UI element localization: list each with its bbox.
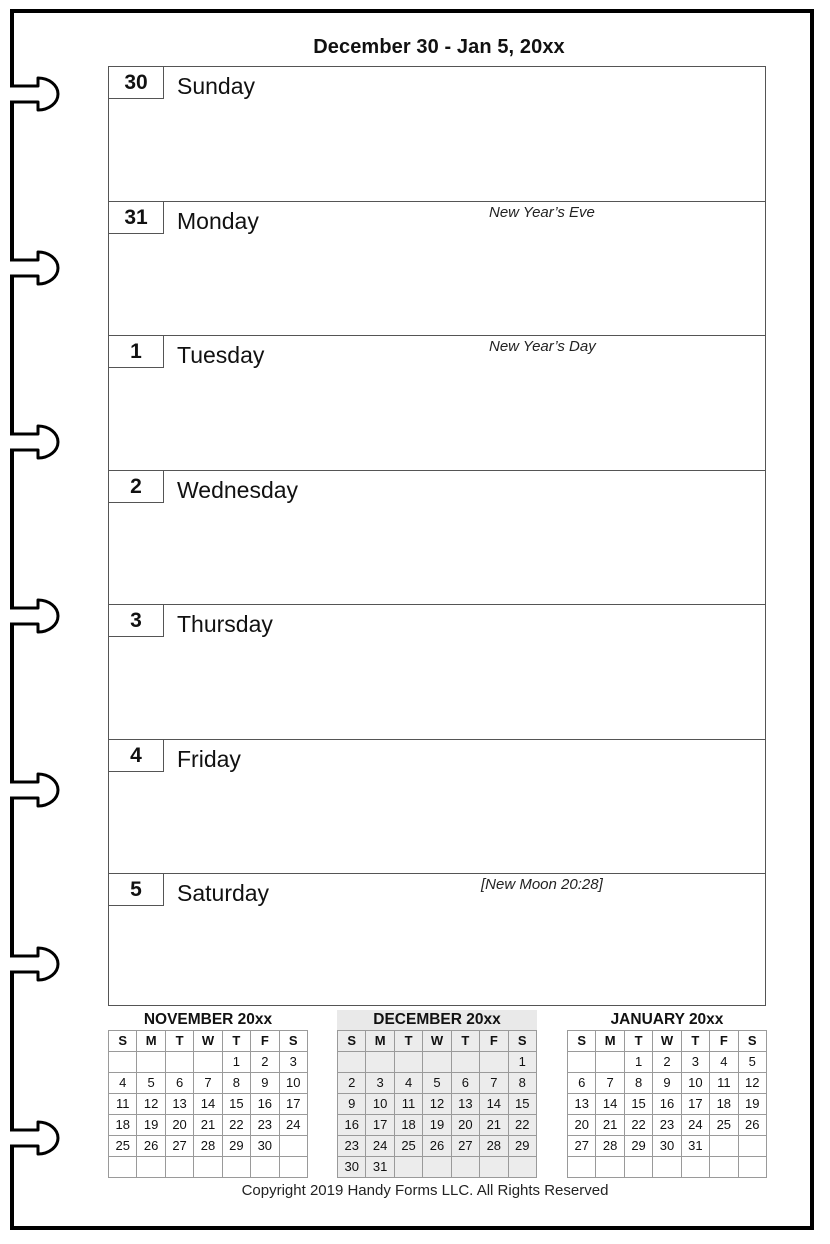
date-cell: 3 (681, 1052, 709, 1073)
week-row (338, 1136, 537, 1157)
weekday-header: M (366, 1031, 394, 1052)
day-block-friday (109, 739, 765, 873)
date-cell: 10 (681, 1073, 709, 1094)
date-cell: 9 (338, 1094, 366, 1115)
date-cell (165, 1157, 193, 1178)
date-cell: 2 (338, 1073, 366, 1094)
week-title: December 30 - Jan 5, 20xx (313, 36, 565, 58)
date-cell (194, 1157, 222, 1178)
date-cell: 8 (222, 1073, 250, 1094)
binder-ring-icon (10, 1116, 66, 1160)
day-note: [New Moon 20:28] (481, 876, 603, 893)
day-block-saturday (109, 873, 765, 1007)
date-cell: 15 (624, 1094, 652, 1115)
date-cell: 4 (710, 1052, 738, 1073)
day-name: Wednesday (177, 477, 299, 503)
date-cell: 15 (508, 1094, 536, 1115)
date-cell: 14 (194, 1094, 222, 1115)
date-cell: 1 (508, 1052, 536, 1073)
date-cell: 8 (624, 1073, 652, 1094)
day-note: New Year’s Day (489, 338, 596, 355)
date-cell (710, 1136, 738, 1157)
week-row (338, 1073, 537, 1094)
mini-calendar-title: DECEMBER 20xx (337, 1010, 537, 1030)
date-cell (194, 1052, 222, 1073)
date-cell: 17 (366, 1115, 394, 1136)
week-row (109, 1136, 308, 1157)
day-number: 1 (109, 336, 164, 368)
date-cell: 18 (109, 1115, 137, 1136)
date-cell: 1 (222, 1052, 250, 1073)
date-cell: 25 (710, 1115, 738, 1136)
weekday-header: W (423, 1031, 451, 1052)
date-cell: 26 (423, 1136, 451, 1157)
date-cell: 5 (738, 1052, 766, 1073)
date-cell: 27 (165, 1136, 193, 1157)
day-number: 31 (109, 202, 164, 234)
date-cell: 20 (568, 1115, 596, 1136)
date-cell: 11 (394, 1094, 422, 1115)
date-cell: 6 (451, 1073, 479, 1094)
date-cell: 7 (194, 1073, 222, 1094)
date-cell (681, 1157, 709, 1178)
date-cell: 24 (279, 1115, 307, 1136)
day-block-monday (109, 201, 765, 335)
mini-calendar-title: NOVEMBER 20xx (143, 1011, 273, 1028)
weekday-header-row (568, 1031, 767, 1052)
day-number: 4 (109, 740, 164, 772)
date-cell (480, 1157, 508, 1178)
weekday-header: F (480, 1031, 508, 1052)
date-cell: 22 (222, 1115, 250, 1136)
day-block-tuesday (109, 335, 765, 469)
date-cell: 11 (710, 1073, 738, 1094)
mini-calendar-november (108, 1010, 308, 1178)
day-name: Friday (177, 746, 241, 772)
date-cell: 28 (596, 1136, 624, 1157)
day-number: 3 (109, 605, 164, 637)
date-cell: 23 (338, 1136, 366, 1157)
date-cell (137, 1157, 165, 1178)
date-cell: 14 (596, 1094, 624, 1115)
date-cell: 6 (165, 1073, 193, 1094)
date-cell: 12 (738, 1073, 766, 1094)
date-cell: 3 (366, 1073, 394, 1094)
date-cell: 23 (251, 1115, 279, 1136)
date-cell (596, 1052, 624, 1073)
week-row (338, 1052, 537, 1073)
date-cell (451, 1052, 479, 1073)
copyright-notice: Copyright 2019 Handy Forms LLC. All Rights Reserved (241, 1182, 609, 1199)
date-cell (653, 1157, 681, 1178)
week-row (338, 1115, 537, 1136)
date-cell: 17 (279, 1094, 307, 1115)
weekday-header: F (710, 1031, 738, 1052)
date-cell (568, 1157, 596, 1178)
date-cell: 19 (423, 1115, 451, 1136)
date-cell: 20 (451, 1115, 479, 1136)
date-cell: 2 (653, 1052, 681, 1073)
date-cell (568, 1052, 596, 1073)
date-cell: 12 (137, 1094, 165, 1115)
date-cell: 5 (137, 1073, 165, 1094)
date-cell: 31 (681, 1136, 709, 1157)
date-cell: 9 (653, 1073, 681, 1094)
date-cell: 24 (681, 1115, 709, 1136)
date-cell (508, 1157, 536, 1178)
day-number: 5 (109, 874, 164, 906)
mini-calendar-grid (108, 1030, 308, 1178)
date-cell: 19 (137, 1115, 165, 1136)
date-cell (279, 1157, 307, 1178)
week-row (568, 1157, 767, 1178)
date-cell: 27 (451, 1136, 479, 1157)
weekday-header: T (222, 1031, 250, 1052)
date-cell: 2 (251, 1052, 279, 1073)
binder-ring-icon (10, 246, 66, 290)
weekday-header: T (165, 1031, 193, 1052)
binder-ring-icon (10, 942, 66, 986)
week-row (568, 1073, 767, 1094)
day-name: Sunday (177, 73, 256, 99)
day-name: Thursday (177, 611, 273, 637)
date-cell (366, 1052, 394, 1073)
date-cell: 21 (596, 1115, 624, 1136)
week-row (109, 1052, 308, 1073)
mini-calendar-grid (567, 1030, 767, 1178)
binder-ring-icon (10, 768, 66, 812)
weekday-header: T (394, 1031, 422, 1052)
weekday-header: S (568, 1031, 596, 1052)
date-cell: 29 (508, 1136, 536, 1157)
week-row (338, 1157, 537, 1178)
day-number: 30 (109, 67, 164, 99)
date-cell: 13 (165, 1094, 193, 1115)
date-cell (222, 1157, 250, 1178)
date-cell (710, 1157, 738, 1178)
date-cell: 29 (624, 1136, 652, 1157)
date-cell (738, 1136, 766, 1157)
date-cell: 13 (568, 1094, 596, 1115)
date-cell: 26 (137, 1136, 165, 1157)
weekday-header: W (194, 1031, 222, 1052)
weekday-header: T (451, 1031, 479, 1052)
week-row (109, 1115, 308, 1136)
date-cell: 25 (394, 1136, 422, 1157)
date-cell: 17 (681, 1094, 709, 1115)
date-cell: 19 (738, 1094, 766, 1115)
date-cell: 8 (508, 1073, 536, 1094)
date-cell: 29 (222, 1136, 250, 1157)
date-cell: 22 (508, 1115, 536, 1136)
date-cell (423, 1157, 451, 1178)
date-cell: 31 (366, 1157, 394, 1178)
date-cell: 4 (394, 1073, 422, 1094)
day-list (108, 66, 766, 1006)
date-cell (251, 1157, 279, 1178)
mini-calendar-december (337, 1010, 537, 1178)
date-cell (165, 1052, 193, 1073)
date-cell: 10 (366, 1094, 394, 1115)
binder-ring-icon (10, 420, 66, 464)
date-cell (338, 1052, 366, 1073)
date-cell: 21 (194, 1115, 222, 1136)
date-cell (738, 1157, 766, 1178)
weekday-header: M (137, 1031, 165, 1052)
weekday-header: T (681, 1031, 709, 1052)
binder-ring-icon (10, 72, 66, 116)
date-cell (596, 1157, 624, 1178)
week-row (109, 1157, 308, 1178)
date-cell: 14 (480, 1094, 508, 1115)
date-cell (480, 1052, 508, 1073)
weekday-header: M (596, 1031, 624, 1052)
date-cell: 22 (624, 1115, 652, 1136)
date-cell: 9 (251, 1073, 279, 1094)
date-cell: 7 (480, 1073, 508, 1094)
date-cell: 30 (251, 1136, 279, 1157)
date-cell: 10 (279, 1073, 307, 1094)
mini-calendar-january (567, 1010, 767, 1178)
weekday-header: S (338, 1031, 366, 1052)
day-name: Saturday (177, 880, 270, 906)
date-cell: 24 (366, 1136, 394, 1157)
week-row (109, 1094, 308, 1115)
day-name: Tuesday (177, 342, 265, 368)
date-cell: 12 (423, 1094, 451, 1115)
date-cell (423, 1052, 451, 1073)
weekday-header: S (738, 1031, 766, 1052)
date-cell (394, 1052, 422, 1073)
date-cell: 20 (165, 1115, 193, 1136)
date-cell: 16 (251, 1094, 279, 1115)
date-cell: 30 (653, 1136, 681, 1157)
date-cell: 26 (738, 1115, 766, 1136)
week-row (568, 1052, 767, 1073)
day-number: 2 (109, 471, 164, 503)
date-cell: 28 (194, 1136, 222, 1157)
mini-calendar-grid (337, 1030, 537, 1178)
day-block-sunday (109, 67, 765, 201)
week-row (338, 1094, 537, 1115)
date-cell: 4 (109, 1073, 137, 1094)
date-cell (109, 1157, 137, 1178)
date-cell: 3 (279, 1052, 307, 1073)
day-block-wednesday (109, 470, 765, 604)
mini-calendar-title: JANUARY 20xx (610, 1011, 724, 1028)
date-cell (137, 1052, 165, 1073)
week-row (109, 1073, 308, 1094)
date-cell: 16 (653, 1094, 681, 1115)
weekday-header-row (338, 1031, 537, 1052)
weekday-header: S (279, 1031, 307, 1052)
date-cell: 25 (109, 1136, 137, 1157)
weekday-header-row (109, 1031, 308, 1052)
week-row (568, 1115, 767, 1136)
weekday-header: S (508, 1031, 536, 1052)
binder-ring-icon (10, 594, 66, 638)
date-cell: 21 (480, 1115, 508, 1136)
date-cell: 18 (710, 1094, 738, 1115)
date-cell: 18 (394, 1115, 422, 1136)
date-cell: 16 (338, 1115, 366, 1136)
day-block-thursday (109, 604, 765, 738)
week-row (568, 1094, 767, 1115)
day-name: Monday (177, 208, 259, 234)
date-cell: 23 (653, 1115, 681, 1136)
date-cell: 13 (451, 1094, 479, 1115)
date-cell (624, 1157, 652, 1178)
date-cell (394, 1157, 422, 1178)
date-cell (451, 1157, 479, 1178)
date-cell (279, 1136, 307, 1157)
date-cell: 11 (109, 1094, 137, 1115)
weekday-header: S (109, 1031, 137, 1052)
date-cell: 6 (568, 1073, 596, 1094)
day-note: New Year’s Eve (489, 204, 595, 221)
weekday-header: W (653, 1031, 681, 1052)
weekday-header: F (251, 1031, 279, 1052)
date-cell (109, 1052, 137, 1073)
date-cell: 7 (596, 1073, 624, 1094)
date-cell: 28 (480, 1136, 508, 1157)
date-cell: 15 (222, 1094, 250, 1115)
date-cell: 27 (568, 1136, 596, 1157)
date-cell: 1 (624, 1052, 652, 1073)
week-row (568, 1136, 767, 1157)
weekday-header: T (624, 1031, 652, 1052)
date-cell: 30 (338, 1157, 366, 1178)
date-cell: 5 (423, 1073, 451, 1094)
